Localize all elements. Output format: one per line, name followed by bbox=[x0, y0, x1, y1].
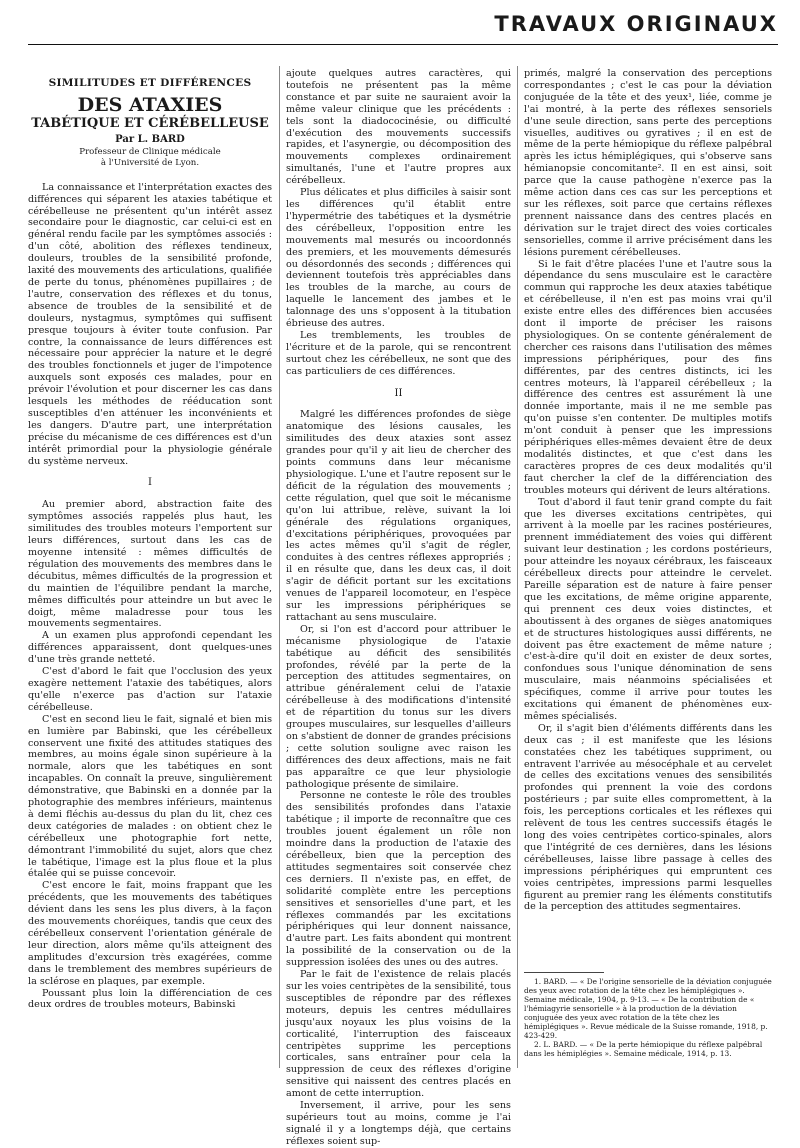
article-heading bbox=[28, 78, 272, 168]
paragraph: C'est d'abord le fait que l'occlusion des yeux exagère nettement l'ataxie des tabétiques, alors qu'elle n'exerce pas d'action sur l'ataxie cérébelleuse. bbox=[28, 666, 272, 713]
header-rule bbox=[28, 44, 778, 45]
column-1 bbox=[28, 68, 272, 1011]
article-title-line2: TABÉTIQUE ET CÉRÉBELLEUSE bbox=[31, 115, 269, 131]
paragraph: Tout d'abord il faut tenir grand compte du fait que les diverses excitations centripètes, qui arrivent à la moelle par les racines postérieures, prennent immédiatement des voies qui diffèrent suivant leur destination ; les cordons postérieurs, pour atteindre les noyaux cérébraux, les faisceaux cérébelleux directs pour atteindre le cervelet. Pareille séparation est de nature à faire penser que les excitations, de même origine apparente, qui prennent ces deux voies distinctes, et aboutissent à des organes de sièges anatomiques et de structures histologiques aussi différents, ne doivent pas être exactement de même nature ; c'est-à-dire qu'il doit en exister de deux sortes, confondues sous l'unique dénomination de sens musculaire, mais néanmoins spécialisées et spécifiques, comme il arrive pour toutes les excitations qui émanent de phénomènes eux-mêmes spécialisés. bbox=[524, 496, 772, 722]
paragraph: Les tremblements, les troubles de l'écriture et de la parole, qui se rencontrent surtout chez les cérébelleux, ne sont que des cas particuliers de ces différences. bbox=[286, 329, 511, 377]
article-subtitle: SIMILITUDES ET DIFFÉRENCES bbox=[48, 77, 252, 89]
paragraph: ajoute quelques autres caractères, qui toutefois ne présentent pas la même constance et par suite ne sauraient avoir la même valeur clinique que les précédents : tels sont la diadococinésie, ou difficulté d'exécution des mouvements successifs rapides, et l'asynergie, ou décomposition des mouvements complexes ordinairement simultanés, l'une et l'autre propres aux cérébelleux. bbox=[286, 68, 511, 187]
paragraph: La connaissance et l'interprétation exactes des différences qui séparent les ataxies tabétique et cérébelleuse ne présentent qu'un intérêt assez secondaire pour le diagnostic, car celui-ci est en général rendu facile par les symptômes associés : d'un côté, abolition des réflexes tendineux, douleurs, troubles de la sensibilité profonde, laxité des mouvements des articulations, qualifiée de perte du tonus, phénomènes pupillaires ; de l'autre, conservation des réflexes et du tonus, absence de troubles de la sensibilité et de douleurs, nystagmus, symptômes qui suffisent presque toujours à éviter toute confusion. Par contre, la connaissance de leurs différences est nécessaire pour apprécier la nature et le degré des troubles fonctionnels et juger de l'impotence auxquels sont exposés ces malades, pour en prévoir l'évolution et pour discerner les cas dans lesquels les méthodes de rééducation sont susceptibles d'en atténuer les inconvénients et les dangers. D'autre part, une interprétation précise du mécanisme de ces différences est d'un intérêt primordial pour la physiologie générale du système nerveux. bbox=[28, 181, 272, 467]
paragraph: Au premier abord, abstraction faite des symptômes associés rappelés plus haut, les similitudes des troubles moteurs l'emportent sur leurs différences, surtout dans les cas de moyenne intensité : mêmes difficultés de régulation des mouvements des membres dans le décubitus, mêmes difficultés de la progression et du maintien de l'équilibre pendant la marche, mêmes difficultés pour atteindre un but avec le doigt, même maladresse pour tous les mouvements segmentaires. bbox=[28, 499, 272, 630]
column-divider bbox=[517, 66, 518, 1068]
paragraph: C'est encore le fait, moins frappant que les précédents, que les mouvements des tabétiques dévient dans les sens les plus divers, à la façon des mouvements choréiques, tandis que ceux des cérébelleux conservent l'orientation générale de leur direction, alors même qu'ils atteignent des amplitudes d'excursion très exagérées, comme dans le tremblement des membres supérieurs de la sclérose en plaques, par exemple. bbox=[28, 880, 272, 987]
paragraph: Malgré les différences profondes de siège anatomique des lésions causales, les similitudes des deux ataxies sont assez grandes pour qu'il y ait lieu de chercher des points communs dans leur mécanisme physiologique. L'une et l'autre reposent sur le déficit de la régulation des mouvements ; cette régulation, quel que soit le mécanisme qu'on lui attribue, relève, suivant la loi générale des régulations organiques, d'excitations périphériques, provoquées par les actes mêmes qu'il s'agit de régler, conduites à des centres réflexes appropriés ; il en résulte que, dans les deux cas, il doit s'agir de déficit portant sur les excitations venues de l'appareil locomoteur, en l'espèce sur les impressions périphériques se rattachant au sens musculaire. bbox=[286, 409, 511, 623]
paragraph: primés, malgré la conservation des perceptions correspondantes ; c'est le cas pour la déviation conjuguée de la tête et des yeux¹, liée, comme je l'ai montré, à la perte des réflexes sensoriels d'une seule direction, sans perte des perceptions visuelles, auditives ou gyratives ; il en est de même de la perte hémiopique du réflexe palpébral après les ictus hémiplégiques, qui s'observe sans hémianopsie concomitante². Il en est ainsi, soit parce que la cause pathogène n'exerce pas la même action dans ces cas sur les perceptions et sur les réflexes, soit parce que certains réflexes prennent naissance dans des centres placés en dérivation sur le trajet direct des voies corticales sensorielles, comme il arrive précisément dans les lésions purement cérébelleuses. bbox=[524, 68, 772, 258]
paragraph: A un examen plus approfondi cependant les différences apparaissent, dont quelques-unes d'une très grande netteté. bbox=[28, 630, 272, 666]
column-divider bbox=[279, 66, 280, 1068]
paragraph: Or, il s'agit bien d'éléments différents dans les deux cas ; il est manifeste que les lésions constatées chez les tabétiques suppriment, ou entravent l'arrivée au mésocéphale et au cervelet de celles des excitations venues des sensibilités profondes qui prennent la voie des cordons postérieurs ; par suite elles compromettent, à la fois, les perceptions corticales et les réflexes qui relèvent de tous les centres successifs étagés le long des voies centripètes cortico-spinales, alors que l'intégrité de ces dernières, dans les lésions cérébelleuses, laisse libre passage à celles des impressions périphériques qui empruntent ces voies centripètes, impressions parmi lesquelles figurent au premier rang les éléments constitutifs de la perception des attitudes segmentaires. bbox=[524, 722, 772, 913]
running-header bbox=[0, 8, 800, 48]
paragraph: Personne ne conteste le rôle des troubles des sensibilités profondes dans l'ataxie tabétique ; il importe de reconnaître que ces troubles jouent également un rôle non moindre dans la production de l'ataxie des cérébelleux, bien que la perception des attitudes segmentaires soit conservée chez ces derniers. Il n'existe pas, en effet, de solidarité complète entre les perceptions sensitives et sensorielles d'une part, et les réflexes commandés par les excitations périphériques qui leur donnent naissance, d'autre part. Les faits abondent qui montrent la possibilité de la conservation ou de la suppression isolées des unes ou des autres. bbox=[286, 790, 511, 969]
author-affiliation: Professeur de Clinique médicale bbox=[79, 146, 221, 157]
paragraph: C'est en second lieu le fait, signalé et bien mis en lumière par Babinski, que les cérébelleux conservent une fixité des attitudes statiques des membres, au moins égale sinon supérieure à la normale, alors que les tabétiques en sont incapables. On connaît la preuve, singulièrement démonstrative, que Babinski en a donnée par la photographie des membres inférieurs, maintenus à demi fléchis au-dessus du plan du lit, chez ces deux catégories de malades : on obtient chez le cérébelleux une photographie fort nette, démontrant l'immobilité du sujet, alors que chez le tabétique, l'image est la plus floue et la plus étalée qui se puisse concevoir. bbox=[28, 713, 272, 880]
header-title: TRAVAUX ORIGINAUX bbox=[494, 12, 778, 36]
paragraph: Or, si l'on est d'accord pour attribuer le mécanisme physiologique de l'ataxie tabétique au déficit des sensibilités profondes, révélé par la perte de la perception des attitudes segmentaires, on attribue généralement celui de l'ataxie cérébelleuse à des modifications d'intensité et de répartition du tonus sur les divers groupes musculaires, sur lesquelles d'ailleurs on s'abstient de donner de grandes précisions ; cette solution souligne avec raison les différences des deux affections, mais ne fait pas apparaître ce que leur physiologie pathologique présente de similaire. bbox=[286, 623, 511, 790]
column-3 bbox=[524, 68, 772, 913]
article-author: Par L. BARD bbox=[115, 133, 185, 145]
paragraph: Par le fait de l'existence de relais placés sur les voies centripètes de la sensibilité, tous susceptibles de répondre par des réflexes moteurs, depuis les centres médullaires jusqu'aux noyaux les plus voisins de la corticalité, l'interruption des faisceaux centripètes supprime les perceptions corticales, sans entraîner pour cela la suppression de ceux des réflexes d'origine sensitive qui naissent des centres placés en amont de cette interruption. bbox=[286, 969, 511, 1100]
paragraph: Inversement, il arrive, pour les sens supérieurs tout au moins, comme je l'ai signalé il y a longtemps déjà, que certains réflexes soient sup- bbox=[286, 1100, 511, 1147]
footnote: 2. L. BARD. — « De la perte hémiopique du réflexe palpébral dans les hémiplégies ». Semaine médicale, 1914, p. 13. bbox=[524, 1040, 763, 1058]
section-number: II bbox=[394, 387, 403, 399]
article-title: DES ATAXIES bbox=[77, 93, 223, 116]
paragraph: Poussant plus loin la différenciation de ces deux ordres de troubles moteurs, Babinski bbox=[28, 987, 272, 1011]
paragraph: Si le fait d'être placées l'une et l'autre sous la dépendance du sens musculaire est le caractère commun qui rapproche les deux ataxies tabétique et cérébelleuse, il n'en est pas moins vrai qu'il existe entre elles des différences bien accusées dont il importe de préciser les raisons physiologiques. On se contente généralement de chercher ces raisons dans l'utilisation des mêmes impressions périphériques, pour des fins différentes, par des centres distincts, ici les centres moteurs, là l'appareil cérébelleux ; la différence des centres est assurément là une donnée importante, mais il ne me semble pas qu'on puisse s'en contenter. De multiples motifs m'ont conduit à penser que les impressions périphériques elles-mêmes devaient être de deux modalités distinctes, et que c'est dans les caractères propres de ces deux modalités qu'il faut chercher la clef de la différenciation des troubles moteurs qui dérivent de leurs altérations. bbox=[524, 258, 772, 496]
column-2 bbox=[286, 68, 511, 1148]
footnote-rule bbox=[524, 972, 604, 973]
section-number: I bbox=[148, 477, 152, 489]
footnotes bbox=[524, 966, 772, 1058]
author-affiliation: à l'Université de Lyon. bbox=[100, 157, 200, 168]
paragraph: Plus délicates et plus difficiles à saisir sont les différences qu'il établit entre l'hypermétrie des tabétiques et la dysmétrie des cérébelleux, l'opposition entre les mouvements mal mesurés ou incoordonnés des premiers, et les mouvements démesurés ou désordonnés des seconds ; différences qui deviennent toutefois très appréciables dans les troubles de la marche, au cours de laquelle le lancement des jambes et le talonnage des uns s'opposent à la titubation ébrieuse des autres. bbox=[286, 187, 511, 330]
footnote: 1. BARD. — « De l'origine sensorielle de la déviation conjuguée des yeux avec rotation de la tête chez les hémiplégiques ». Semaine médicale, 1904, p. 9-13. — « De la contribution de « l'hémiagyrie sensorielle » à la production de la déviation conjuguée des yeux avec rotation de la tête chez les hémiplégiques ». Revue médicale de la Suisse romande, 1918, p. 423-429. bbox=[524, 977, 772, 1040]
